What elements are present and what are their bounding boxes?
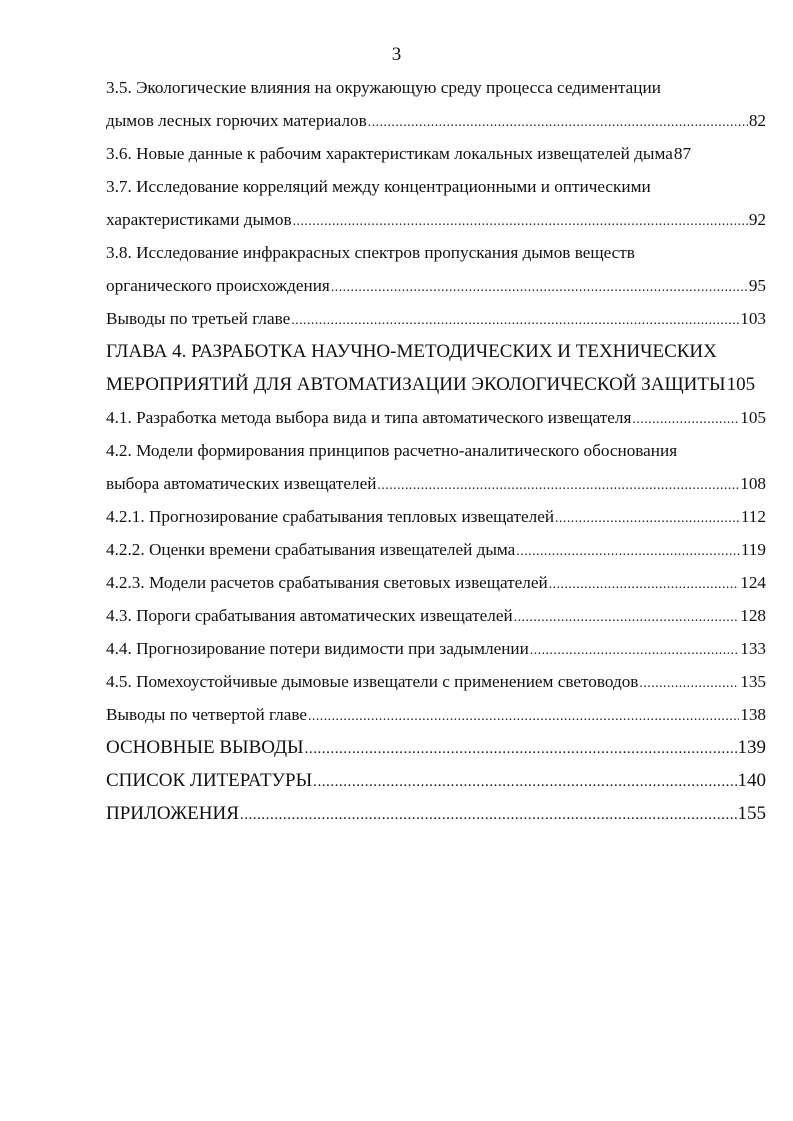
toc-leader-dots [555,501,740,534]
toc-entry[interactable] [106,698,766,731]
toc-entry[interactable] [106,170,766,236]
toc-leader-dots [514,600,740,633]
toc-entry-last-line [106,467,766,500]
toc-page-number: 155 [737,803,766,824]
toc-entry-title-line: 3.5. Экологические влияния на окружающую среду процесса седиментации [106,78,661,97]
toc-entry-title-line: 3.7. Исследование корреляций между концентрационными и оптическими [106,177,651,196]
toc-entry-title: МЕРОПРИЯТИЙ ДЛЯ АВТОМАТИЗАЦИИ ЭКОЛОГИЧЕСКОЙ ЗАЩИТЫ [106,374,726,395]
toc-entry-last-line [106,533,766,566]
toc-entry[interactable] [106,665,766,698]
table-of-contents [106,71,766,830]
toc-entry-title: 4.1. Разработка метода выбора вида и типа автоматического извещателя [106,408,632,427]
toc-entry-title: дымов лесных горючих материалов [106,111,367,130]
toc-leader-dots [377,468,739,501]
toc-entry-last-line [106,500,766,533]
toc-entry-title: 4.5. Помехоустойчивые дымовые извещатели с применением световодов [106,672,639,691]
toc-leader-dots [331,270,748,303]
toc-entry[interactable] [106,566,766,599]
toc-entry-title: СПИСОК ЛИТЕРАТУРЫ [106,770,313,791]
toc-entry[interactable] [106,335,766,401]
toc-entry[interactable] [106,500,766,533]
toc-leader-dots [293,204,748,237]
toc-page-number: 82 [748,111,766,130]
toc-entry-title: 4.4. Прогнозирование потери видимости при задымлении [106,639,529,658]
toc-leader-dots [639,666,739,699]
toc-entry-last-line [106,269,766,302]
toc-page-number: 133 [740,639,766,658]
toc-leader-dots [530,633,739,666]
toc-leader-dots [549,567,740,600]
toc-page-number: 139 [737,737,766,758]
toc-entry-last-line [106,599,766,632]
toc-entry-title: 4.2.1. Прогнозирование срабатывания тепловых извещателей [106,507,555,526]
toc-entry-title: ОСНОВНЫЕ ВЫВОДЫ [106,737,304,758]
toc-page-number: 105 [740,408,766,427]
toc-entry-last-line [106,764,766,797]
toc-entry-title: Выводы по четвертой главе [106,705,307,724]
toc-leader-dots [305,732,737,765]
toc-entry-last-line [106,665,766,698]
toc-page-number: 112 [740,507,766,526]
toc-page-number: 108 [740,474,766,493]
toc-entry-title: органического происхождения [106,276,330,295]
toc-entry-last-line [106,698,766,731]
toc-entry-title: 4.2.2. Оценки времени срабатывания извещателей дыма [106,540,516,559]
toc-entry-last-line [106,368,766,401]
toc-leader-dots [308,699,739,732]
toc-page-number: 92 [748,210,766,229]
toc-entry-title-line: ГЛАВА 4. РАЗРАБОТКА НАУЧНО-МЕТОДИЧЕСКИХ И ТЕХНИЧЕСКИХ [106,341,717,362]
toc-entry[interactable] [106,533,766,566]
toc-entry[interactable] [106,236,766,302]
toc-entry[interactable] [106,599,766,632]
toc-entry-last-line [106,401,766,434]
toc-entry-title: 3.6. Новые данные к рабочим характеристикам локальных извещателей дыма [106,144,673,163]
toc-page-number: 135 [740,672,766,691]
toc-entry[interactable] [106,764,766,797]
toc-entry[interactable] [106,434,766,500]
toc-page-number: 103 [740,309,766,328]
toc-leader-dots [291,303,739,336]
toc-leader-dots [516,534,740,567]
toc-entry[interactable] [106,302,766,335]
toc-entry-last-line [106,203,766,236]
toc-entry-title: Выводы по третьей главе [106,309,291,328]
toc-entry-title-line: 4.2. Модели формирования принципов расчетно-аналитического обоснования [106,441,678,460]
toc-page-number: 128 [740,606,766,625]
toc-entry[interactable] [106,797,766,830]
toc-entry-last-line [106,302,766,335]
toc-entry-title: ПРИЛОЖЕНИЯ [106,803,239,824]
toc-entry-title-line: 3.8. Исследование инфракрасных спектров пропускания дымов веществ [106,243,635,262]
toc-entry[interactable] [106,401,766,434]
toc-leader-dots [368,105,748,138]
toc-leader-dots [240,798,737,831]
toc-entry[interactable] [106,137,766,170]
toc-page-number: 124 [740,573,766,592]
toc-entry-title: 4.2.3. Модели расчетов срабатывания световых извещателей [106,573,548,592]
toc-entry-last-line [106,797,766,830]
toc-leader-dots [632,402,739,435]
toc-leader-dots [313,765,736,798]
toc-page-number: 87 [673,144,692,163]
toc-entry-title: 4.3. Пороги срабатывания автоматических извещателей [106,606,513,625]
toc-page-number: 119 [740,540,766,559]
toc-entry-last-line [106,104,766,137]
toc-entry-last-line [106,566,766,599]
toc-entry[interactable] [106,632,766,665]
toc-entry-title: характеристиками дымов [106,210,292,229]
toc-entry[interactable] [106,71,766,137]
page-number: 3 [391,44,402,65]
toc-page-number: 140 [737,770,766,791]
toc-page-number: 105 [726,374,756,395]
toc-entry-title: выбора автоматических извещателей [106,474,377,493]
toc-entry-last-line [106,632,766,665]
toc-entry-last-line [106,137,766,170]
toc-page-number: 138 [740,705,766,724]
toc-entry-last-line [106,731,766,764]
toc-entry[interactable] [106,731,766,764]
toc-page-number: 95 [748,276,766,295]
